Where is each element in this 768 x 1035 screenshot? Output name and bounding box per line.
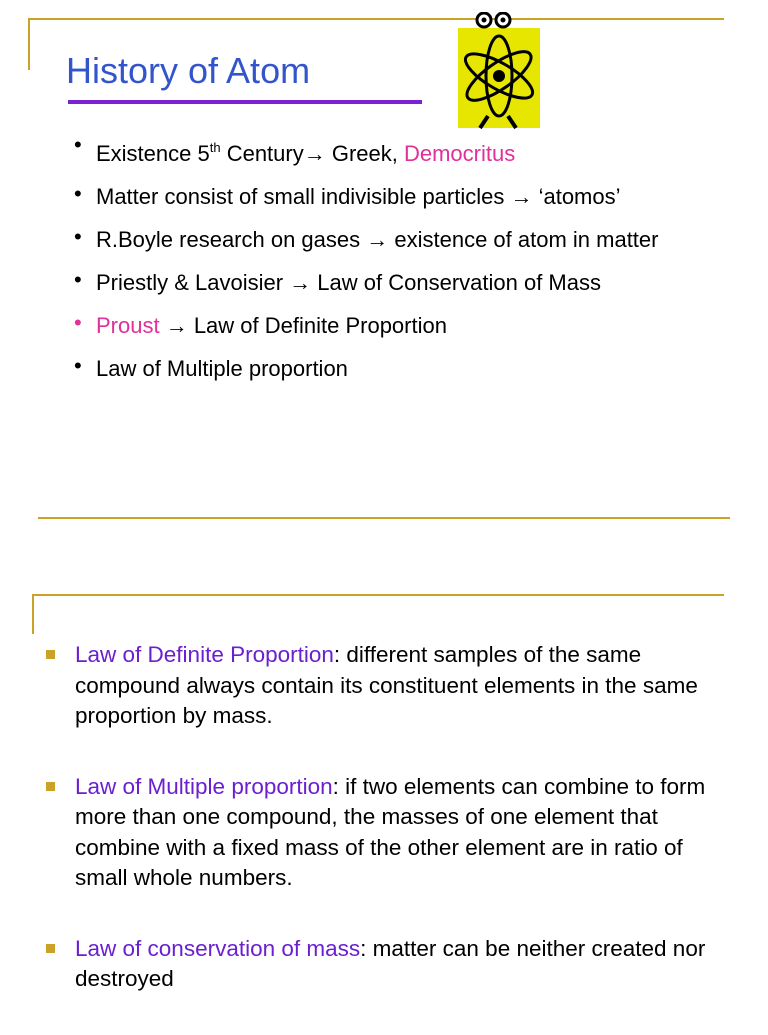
list-item: • Matter consist of small indivisible particles → ‘atomos’: [74, 181, 621, 209]
square-bullet-icon: [46, 944, 55, 953]
list-item: • Existence 5th Century→ Greek, Democritus: [74, 132, 516, 166]
list-item: Law of Multiple proportion: if two elements can combine to form more than one compound, the masses of one element that combine with a fixed mass of the other element are in ratio of small whole numbers.: [46, 772, 726, 894]
frame-top-line: [32, 594, 724, 596]
frame-top-line: [28, 18, 724, 20]
history-bullet-list: [72, 132, 732, 396]
list-item: Law of Definite Proportion: different samples of the same compound always contain its constituent elements in the same proportion by mass.: [46, 640, 726, 732]
slide-bottom-line: [38, 517, 730, 519]
frame-left-line: [32, 594, 34, 634]
title-underline: [68, 100, 422, 104]
list-item: • Proust → Law of Definite Proportion: [74, 310, 447, 338]
laws-list: [46, 640, 726, 1035]
list-item: • Priestly & Lavoisier → Law of Conservation of Mass: [74, 267, 601, 295]
slide-title: History of Atom: [66, 50, 311, 91]
square-bullet-icon: [46, 782, 55, 791]
atom-icon: [458, 12, 542, 132]
square-bullet-icon: [46, 650, 55, 659]
slide-laws-definitions: [0, 580, 768, 1024]
list-item: • R.Boyle research on gases → existence of atom in matter: [74, 224, 659, 252]
frame-left-line: [28, 18, 30, 70]
list-item: • Law of Multiple proportion: [74, 353, 348, 381]
list-item: Law of conservation of mass: matter can be neither created nor destroyed: [46, 934, 726, 995]
